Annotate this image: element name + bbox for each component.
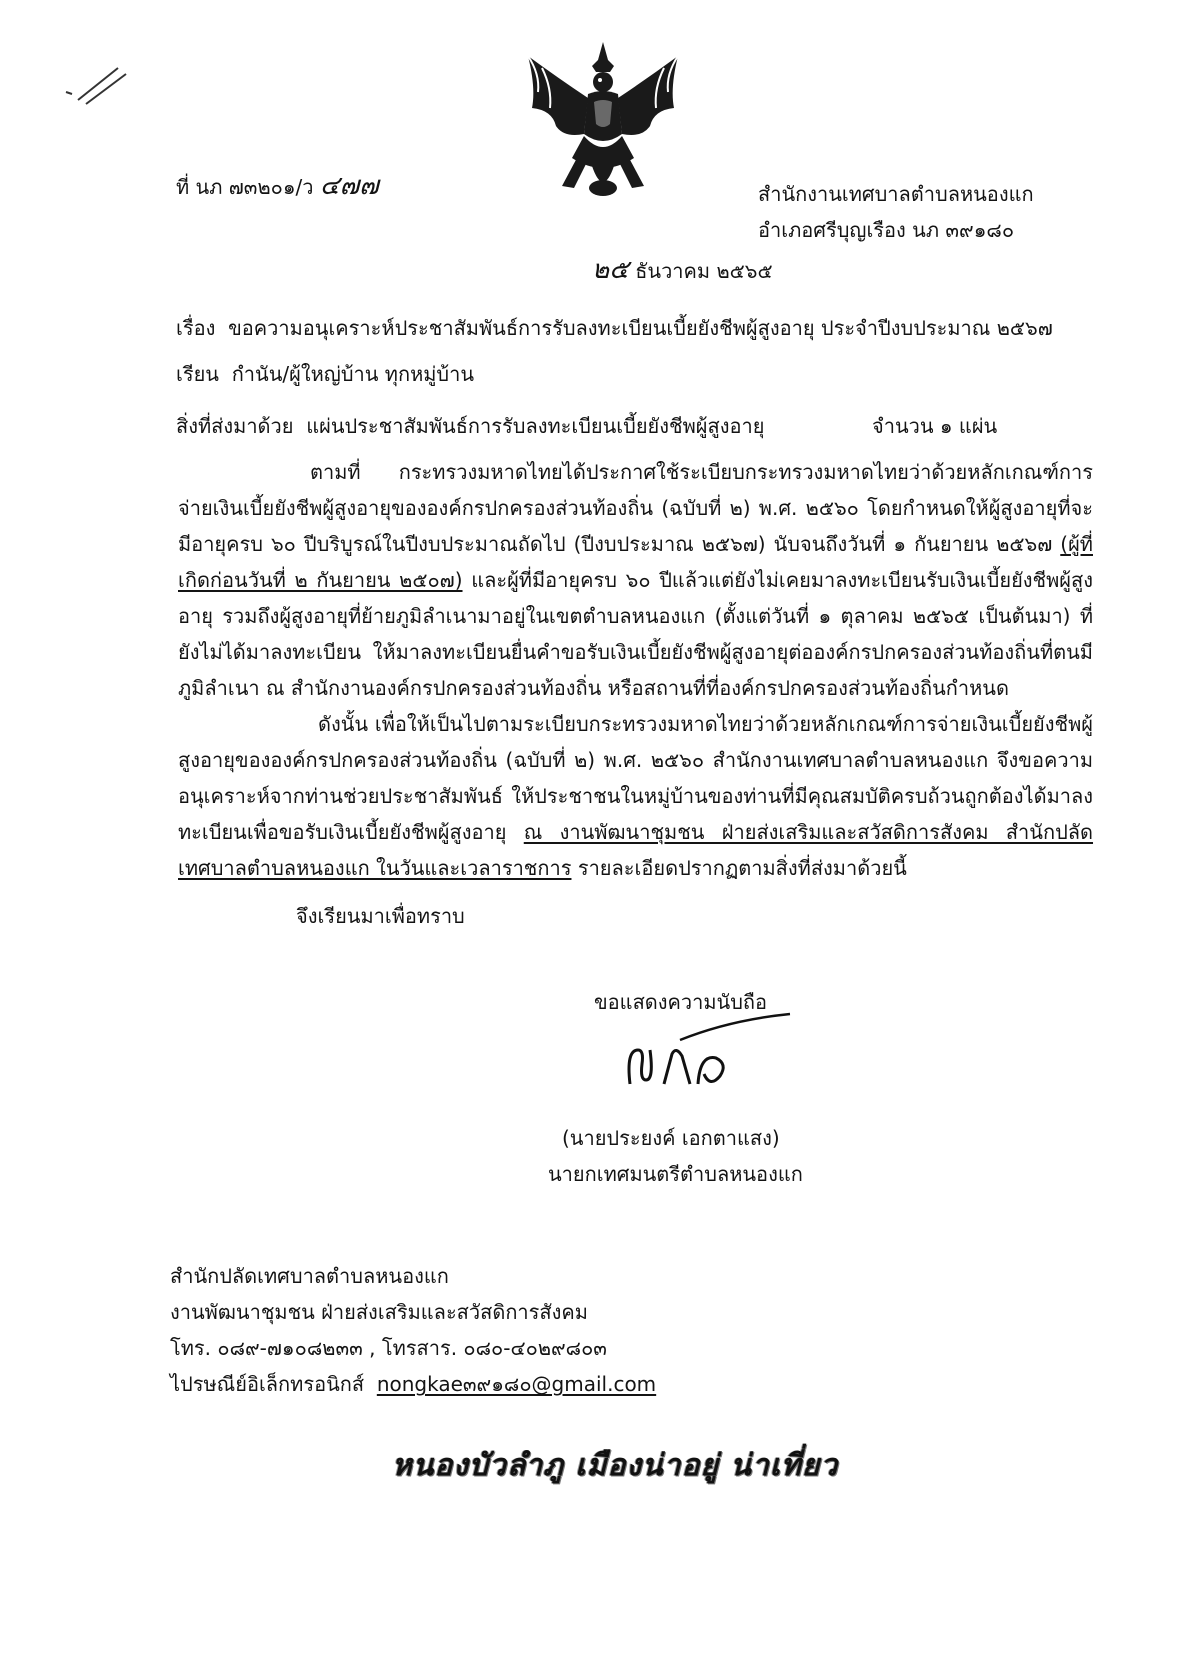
para1-underlined: (ผู้ที่เกิดก่อนวันที่ ๒ กันยายน ๒๕๐๗) bbox=[178, 532, 1093, 592]
contact-office: สำนักปลัดเทศบาลตำบลหนองแก bbox=[170, 1264, 449, 1288]
footer-slogan: หนองบัวลำภู เมืองน่าอยู่ น่าเที่ยว bbox=[392, 1448, 839, 1483]
handwritten-signature-icon bbox=[620, 1010, 800, 1100]
reference-prefix: ที่ นภ ๗๓๒๐๑/ว bbox=[176, 175, 314, 199]
email-label: ไปรษณีย์อิเล็กทรอนิกส์ bbox=[170, 1372, 365, 1396]
para2-text-a: ดังนั้น เพื่อให้เป็นไปตามระเบียบกระทรวงมหาดไทยว่าด้วยหลักเกณฑ์การจ่ายเงินเบี้ยยังชีพผู้สูงอายุขององค์กรปกครองส่วนท้องถิ่น (ฉบับที่ ๒) พ.ศ. ๒๕๖๐ สำนักงานเทศบาลตำบลหนองแก จึงขอความอนุเคราะห์จากท่านช่วยประชาสัมพันธ์ ให้ประชาชนในหมู่บ้านของท่านที่มีคุณสมบัติครบถ้วนถูกต้องได้มาลงทะเบียนเพื่อขอรับเงินเบี้ยยังชีพผู้สูงอายุ bbox=[178, 712, 1093, 844]
recipient-label: เรียน bbox=[176, 362, 219, 386]
signer-title: นายกเทศมนตรีตำบลหนองแก bbox=[548, 1162, 803, 1186]
reference-number-handwritten: ๔๗๗ bbox=[319, 171, 379, 201]
contact-phone-fax: โทร. ๐๘๙-๗๑๐๘๒๓๓ , โทรสาร. ๐๘๐-๔๐๒๙๘๐๓ bbox=[170, 1336, 607, 1360]
office-name: สำนักงานเทศบาลตำบลหนองแก bbox=[758, 182, 1034, 206]
signer-name: (นายประยงค์ เอกตาแสง) bbox=[562, 1126, 780, 1150]
pen-stroke-mark-icon bbox=[60, 60, 140, 110]
subject-label: เรื่อง bbox=[176, 316, 216, 340]
email-address[interactable]: nongkae๓๙๑๘๐@gmail.com bbox=[376, 1372, 657, 1396]
enclosure-count: จำนวน ๑ แผ่น bbox=[872, 414, 998, 438]
contact-department: งานพัฒนาชุมชน ฝ่ายส่งเสริมและสวัสดิการสังคม bbox=[170, 1300, 588, 1324]
closing-line: จึงเรียนมาเพื่อทราบ bbox=[296, 904, 465, 928]
date-month-year: ธันวาคม ๒๕๖๕ bbox=[635, 259, 773, 283]
subject-text: ขอความอนุเคราะห์ประชาสัมพันธ์การรับลงทะเบียนเบี้ยยังชีพผู้สูงอายุ ประจำปีงบประมาณ ๒๕๖๗ bbox=[228, 316, 1053, 340]
body-paragraph-1 bbox=[178, 454, 1093, 706]
regards-line: ขอแสดงความนับถือ bbox=[594, 990, 768, 1014]
reference-line bbox=[176, 172, 379, 201]
enclosure-label: สิ่งที่ส่งมาด้วย bbox=[176, 414, 294, 438]
para2-underlined: ณ งานพัฒนาชุมชน ฝ่ายส่งเสริมและสวัสดิการสังคม สำนักปลัด เทศบาลตำบลหนองแก ในวันและเวลาราชการ bbox=[178, 820, 1094, 880]
subject-line bbox=[176, 314, 1053, 342]
office-address: อำเภอศรีบุญเรือง นภ ๓๙๑๘๐ bbox=[758, 218, 1015, 242]
para2-text-b: รายละเอียดปรากฏตามสิ่งที่ส่งมาด้วยนี้ bbox=[577, 856, 907, 880]
para1-text-b: และผู้ที่มีอายุครบ ๖๐ ปีแล้วแต่ยังไม่เคยมาลงทะเบียนรับเงินเบี้ยยังชีพผู้สูงอายุ รวมถึงผู้สูงอายุที่ย้ายภูมิลำเนามาอยู่ในเขตตำบลหนองแก (ตั้งแต่วันที่ ๑ ตุลาคม ๒๕๖๕ เป็นต้นมา) ที่ยังไม่ได้มาลงทะเบียน ให้มาลงทะเบียนยื่นคำขอรับเงินเบี้ยยังชีพผู้สูงอายุต่อองค์กรปกครองส่วนท้องถิ่นที่ตนมีภูมิลำเนา ณ สำนักงานองค์กรปกครองส่วนท้องถิ่น หรือสถานที่ที่องค์กรปกครองส่วนท้องถิ่นกำหนด bbox=[178, 568, 1094, 700]
enclosure-text: แผ่นประชาสัมพันธ์การรับลงทะเบียนเบี้ยยังชีพผู้สูงอายุ bbox=[306, 414, 765, 438]
letter-date bbox=[592, 256, 773, 285]
contact-email-line bbox=[170, 1370, 656, 1398]
date-day-handwritten: ๒๕ bbox=[592, 255, 629, 285]
body-paragraph-2 bbox=[178, 706, 1093, 886]
recipient-text: กำนัน/ผู้ใหญ่บ้าน ทุกหมู่บ้าน bbox=[231, 362, 475, 386]
recipient-line bbox=[176, 360, 474, 388]
enclosure-line bbox=[176, 412, 764, 440]
garuda-emblem-icon bbox=[522, 38, 684, 204]
para1-text-a: ตามที่ กระทรวงมหาดไทยได้ประกาศใช้ระเบียบกระทรวงมหาดไทยว่าด้วยหลักเกณฑ์การจ่ายเงินเบี้ยยังชีพผู้สูงอายุขององค์กรปกครองส่วนท้องถิ่น (ฉบับที่ ๒) พ.ศ. ๒๕๖๐ โดยกำหนดให้ผู้สูงอายุที่จะมีอายุครบ ๖๐ ปีบริบูรณ์ในปีงบประมาณถัดไป (ปีงบประมาณ ๒๕๖๗) นับจนถึงวันที่ ๑ กันยายน ๒๕๖๗ bbox=[178, 460, 1093, 556]
